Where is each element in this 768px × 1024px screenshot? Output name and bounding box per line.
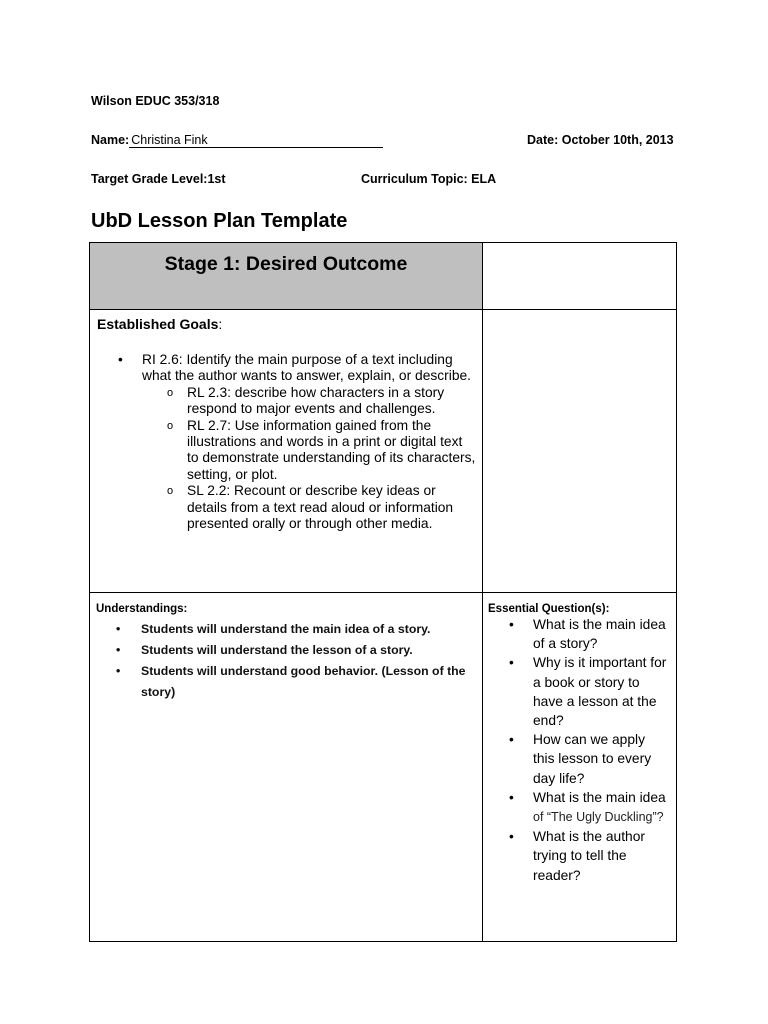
understandings-row bbox=[90, 593, 677, 942]
list-item bbox=[97, 352, 476, 532]
course-label: Wilson EDUC 353/318 bbox=[91, 94, 220, 108]
goals-heading bbox=[97, 316, 476, 334]
name-label: Name: bbox=[91, 133, 130, 147]
list-item: • What is the author trying to tell the reader? bbox=[488, 827, 670, 885]
list-item: o SL 2.2: Recount or describe key ideas or details from a text read aloud or information presented orally or through other media. bbox=[142, 483, 476, 532]
eq-text-tail: of “The Ugly Duckling”? bbox=[533, 810, 664, 825]
goals-list bbox=[97, 352, 476, 532]
curriculum-topic-label: Curriculum Topic: ELA bbox=[361, 172, 497, 186]
goals-empty-cell bbox=[483, 310, 677, 593]
essential-questions-list bbox=[488, 615, 670, 885]
list-item bbox=[488, 788, 670, 827]
stage-heading-cell bbox=[90, 243, 483, 310]
name-value: Christina Fink bbox=[129, 133, 383, 148]
list-item: o RL 2.3: describe how characters in a story respond to major events and challenges. bbox=[142, 385, 476, 418]
understandings-cell bbox=[90, 593, 483, 942]
goals-label: Established Goals bbox=[97, 316, 219, 332]
name-line bbox=[91, 133, 383, 148]
page-title: UbD Lesson Plan Template bbox=[91, 210, 348, 232]
goals-colon: : bbox=[218, 316, 223, 332]
stage-heading-empty-cell bbox=[483, 243, 677, 310]
sub-goals-list bbox=[142, 385, 476, 533]
list-item: • Students will understand the main idea of a story. bbox=[96, 619, 476, 640]
stage-header-row bbox=[90, 243, 677, 310]
understandings-label: Understandings: bbox=[96, 603, 188, 615]
list-item: • Students will understand good behavior. (Lesson of the story) bbox=[96, 661, 476, 703]
stage-heading: Stage 1: Desired Outcome bbox=[164, 253, 408, 275]
list-item: • Students will understand the lesson of a story. bbox=[96, 640, 476, 661]
essential-questions-cell bbox=[483, 593, 677, 942]
list-item: • Why is it important for a book or story to have a lesson at the end? bbox=[488, 653, 670, 730]
goals-cell bbox=[90, 310, 483, 593]
list-item: • What is the main idea of a story? bbox=[488, 615, 670, 653]
main-goal-text: RI 2.6: Identify the main purpose of a text including what the author wants to answer, explain, or describe. bbox=[142, 352, 472, 384]
essential-questions-label: Essential Question(s): bbox=[488, 603, 610, 615]
goals-row bbox=[90, 310, 677, 593]
lesson-plan-table bbox=[89, 242, 677, 942]
list-item: o RL 2.7: Use information gained from the illustrations and words in a print or digital text to demonstrate understanding of its characters, setting, or plot. bbox=[142, 418, 476, 484]
list-item: • How can we apply this lesson to every day life? bbox=[488, 730, 670, 788]
grade-level-label: Target Grade Level:1st bbox=[91, 172, 226, 186]
date-label: Date: October 10th, 2013 bbox=[527, 133, 674, 147]
eq-text: What is the main idea bbox=[533, 789, 666, 805]
understandings-list bbox=[96, 619, 476, 703]
